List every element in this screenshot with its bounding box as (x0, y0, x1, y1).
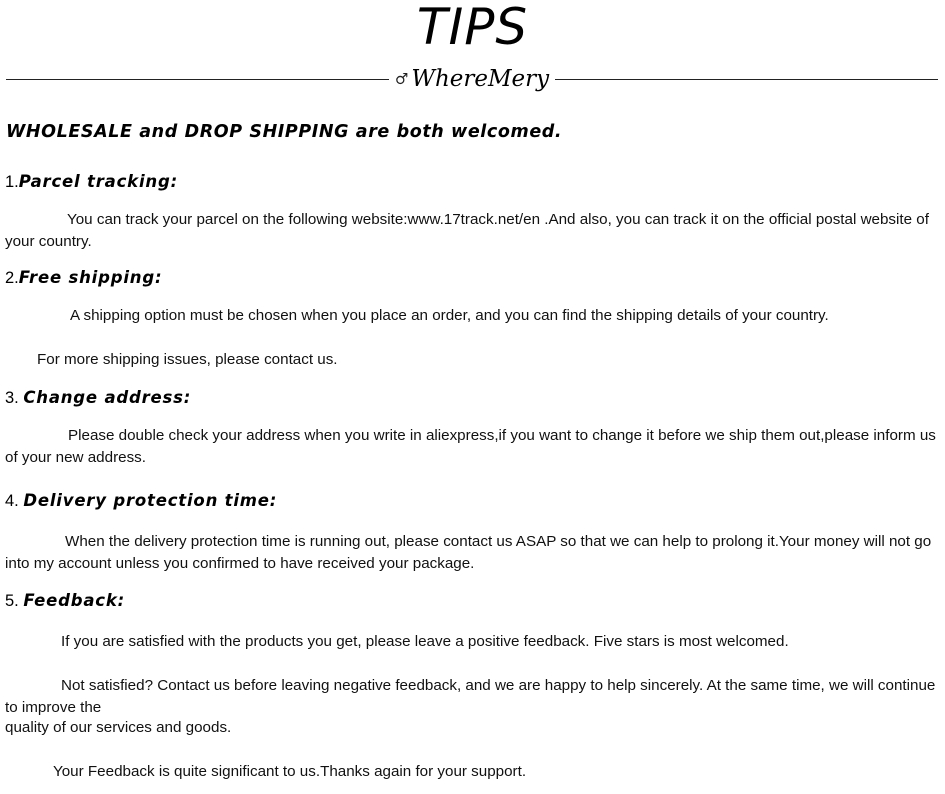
section-heading-parcel-tracking (5, 172, 178, 192)
paragraph: If you are satisfied with the products you get, please leave a positive feedback. Five stars is most welcomed. (61, 633, 789, 650)
section-number: 4. (5, 492, 24, 510)
section-heading-change-address (5, 388, 191, 408)
divider-line-left (6, 79, 389, 80)
section-number: 3. (5, 389, 24, 407)
section-heading-delivery-protection (5, 491, 277, 511)
section-title: Feedback: (23, 591, 126, 610)
section-number: 2. (5, 269, 19, 287)
section-title: Change address: (23, 388, 192, 407)
section-title: Parcel tracking: (18, 172, 178, 191)
section-number: 5. (5, 592, 24, 610)
section-title: Free shipping: (18, 268, 163, 287)
section-heading-feedback (5, 591, 125, 611)
paragraph: When the delivery protection time is running out, please contact us ASAP so that we can help to prolong it.Your money will not go into my account unless you confirmed to have received your package. (5, 533, 932, 572)
section-heading-free-shipping (5, 268, 162, 288)
brand-name: WhereMery (411, 66, 550, 92)
paragraph: For more shipping issues, please contact us. (37, 351, 338, 368)
paragraph: quality of our services and goods. (5, 719, 232, 736)
headline: WHOLESALE and DROP SHIPPING are both welcomed. (6, 122, 563, 142)
paragraph: Please double check your address when you write in aliexpress,if you want to change it before we ship them out,please inform us of your new address. (5, 427, 936, 466)
page-title: TIPS (416, 0, 529, 56)
paragraph: You can track your parcel on the following website:www.17track.net/en .And also, you can track it on the official postal website of your country. (5, 211, 929, 250)
brand-logo (389, 66, 555, 92)
section-number: 1. (5, 173, 19, 191)
paragraph: Your Feedback is quite significant to us.Thanks again for your support. (53, 763, 527, 780)
paragraph: A shipping option must be chosen when you place an order, and you can find the shipping details of your country. (70, 307, 829, 324)
section-title: Delivery protection time: (23, 491, 278, 510)
paragraph: Not satisfied? Contact us before leaving negative feedback, and we are happy to help sincerely. At the same time, we will continue to improve the (5, 677, 936, 716)
brand-mark-icon: ♂ (394, 70, 409, 88)
brand-divider (6, 64, 938, 94)
divider-line-right (555, 79, 938, 80)
